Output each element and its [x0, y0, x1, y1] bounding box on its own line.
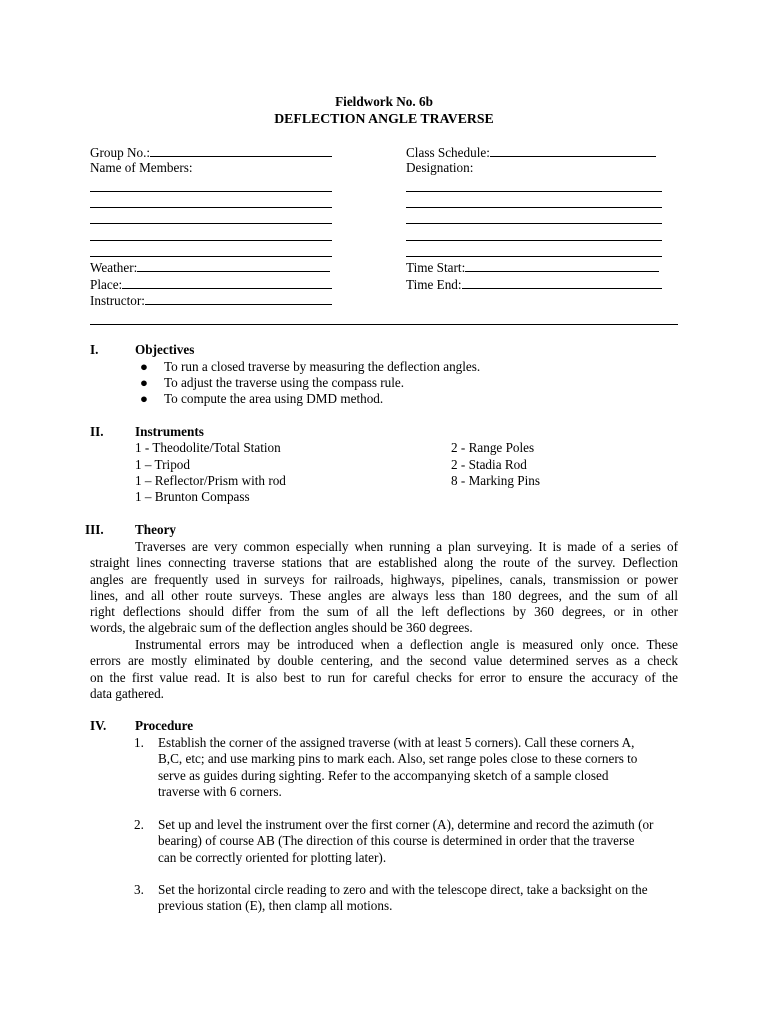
time-start-label: Time Start: [406, 260, 466, 275]
class-schedule-blank[interactable] [490, 144, 656, 157]
text-line: Traverses are very common especially when running a plan surveying. It is made of a series of [135, 539, 678, 554]
place-label: Place: [90, 277, 123, 292]
objective-item: To compute the area using DMD method. [164, 391, 384, 406]
weather-field [90, 259, 330, 276]
procedure-step [158, 817, 653, 866]
text-line: bearing) of course AB (The direction of this course is determined in order that the traverse [158, 833, 635, 849]
place-field [90, 276, 332, 293]
time-end-field [406, 276, 662, 293]
designation-blank[interactable] [406, 207, 662, 208]
step-number: 1. [134, 735, 144, 750]
instrument-item: 1 – Brunton Compass [135, 489, 250, 504]
instruments-heading: Instruments [135, 424, 204, 439]
instructor-label: Instructor: [90, 293, 145, 308]
theory-heading: Theory [135, 522, 177, 537]
instrument-item: 8 - Marking Pins [451, 473, 541, 488]
bullet-icon: ● [140, 375, 148, 390]
member-blank[interactable] [90, 191, 332, 192]
instrument-item: 1 – Reflector/Prism with rod [135, 473, 286, 488]
procedure-step [158, 735, 637, 800]
instruments-number: II. [90, 424, 104, 439]
time-start-blank[interactable] [465, 259, 659, 272]
bullet-icon: ● [140, 359, 148, 374]
class-schedule-label: Class Schedule: [406, 145, 490, 160]
text-line: Set up and level the instrument over the first corner (A), determine and record the azimuth (or [158, 817, 654, 832]
step-number: 2. [134, 817, 144, 832]
instrument-item: 1 – Tripod [135, 457, 190, 472]
weather-blank[interactable] [137, 259, 330, 272]
instructor-blank[interactable] [145, 292, 332, 305]
text-line: straight lines connecting traverse stations that are established along the route of the survey. Deflection [90, 555, 678, 571]
section-divider [90, 324, 678, 325]
procedure-number: IV. [90, 718, 107, 733]
time-end-blank[interactable] [462, 276, 662, 289]
designation-blank[interactable] [406, 223, 662, 224]
member-blank[interactable] [90, 256, 332, 257]
designation-blank[interactable] [406, 240, 662, 241]
designation-blank[interactable] [406, 256, 662, 257]
text-line: can be correctly oriented for plotting later). [158, 849, 387, 865]
page-title: DEFLECTION ANGLE TRAVERSE [274, 111, 494, 126]
text-line: Establish the corner of the assigned traverse (with at least 5 corners). Call these corners A, [158, 735, 635, 750]
instructor-field [90, 292, 332, 309]
text-line: previous station (E), then clamp all motions. [158, 898, 393, 914]
member-blank[interactable] [90, 240, 332, 241]
text-line: traverse with 6 corners. [158, 783, 282, 799]
step-number: 3. [134, 882, 144, 897]
instrument-item: 1 - Theodolite/Total Station [135, 440, 281, 455]
member-blank[interactable] [90, 223, 332, 224]
text-line: data gathered. [90, 685, 164, 701]
member-blank[interactable] [90, 207, 332, 208]
group-no-blank[interactable] [150, 144, 332, 157]
place-blank[interactable] [122, 276, 332, 289]
fieldwork-number: Fieldwork No. 6b [335, 94, 433, 109]
text-line: serve as guides during sighting. Refer to the accompanying sketch of a sample closed [158, 767, 609, 783]
group-no-label: Group No.: [90, 145, 151, 160]
theory-paragraph-2 [90, 637, 678, 702]
text-line: Instrumental errors may be introduced when a deflection angle is measured only once. These [135, 637, 678, 652]
designation-label: Designation: [406, 160, 474, 175]
time-end-label: Time End: [406, 277, 462, 292]
text-line: B,C, etc; and use marking pins to mark each. Also, set range poles close to these corners to [158, 751, 638, 767]
text-line: words, the algebraic sum of the deflection angles should be 360 degrees. [90, 620, 473, 636]
instrument-item: 2 - Stadia Rod [451, 457, 527, 472]
procedure-step [158, 882, 648, 915]
text-line: angles are frequently used in surveys for railroads, highways, pipelines, canals, transmission or power [90, 571, 678, 587]
bullet-icon: ● [140, 391, 148, 406]
objectives-heading: Objectives [135, 342, 195, 357]
designation-blank[interactable] [406, 191, 662, 192]
text-line: on the first value read. It is also best to run for careful checks for error to ensure the accuracy of the [90, 669, 678, 685]
objective-item: To adjust the traverse using the compass rule. [164, 375, 405, 390]
text-line: Set the horizontal circle reading to zero and with the telescope direct, take a backsight on the [158, 882, 648, 897]
objectives-number: I. [90, 342, 99, 357]
text-line: errors are mostly eliminated by double centering, and the second value determined serves as a check [90, 653, 678, 669]
theory-paragraph-1 [90, 539, 678, 637]
class-schedule-field [406, 144, 656, 161]
theory-number: III. [85, 522, 104, 537]
members-label: Name of Members: [90, 160, 193, 175]
instrument-item: 2 - Range Poles [451, 440, 535, 455]
text-line: lines, and all other route surveys. These angles are always less than 180 degrees, and the sum of all [90, 587, 678, 603]
procedure-heading: Procedure [135, 718, 194, 733]
objective-item: To run a closed traverse by measuring the deflection angles. [164, 359, 481, 374]
time-start-field [406, 259, 659, 276]
weather-label: Weather: [90, 260, 138, 275]
text-line: right deflections should differ from the sum of all the left deflections by 360 degrees, or in other [90, 604, 678, 620]
group-no-field [90, 144, 332, 161]
